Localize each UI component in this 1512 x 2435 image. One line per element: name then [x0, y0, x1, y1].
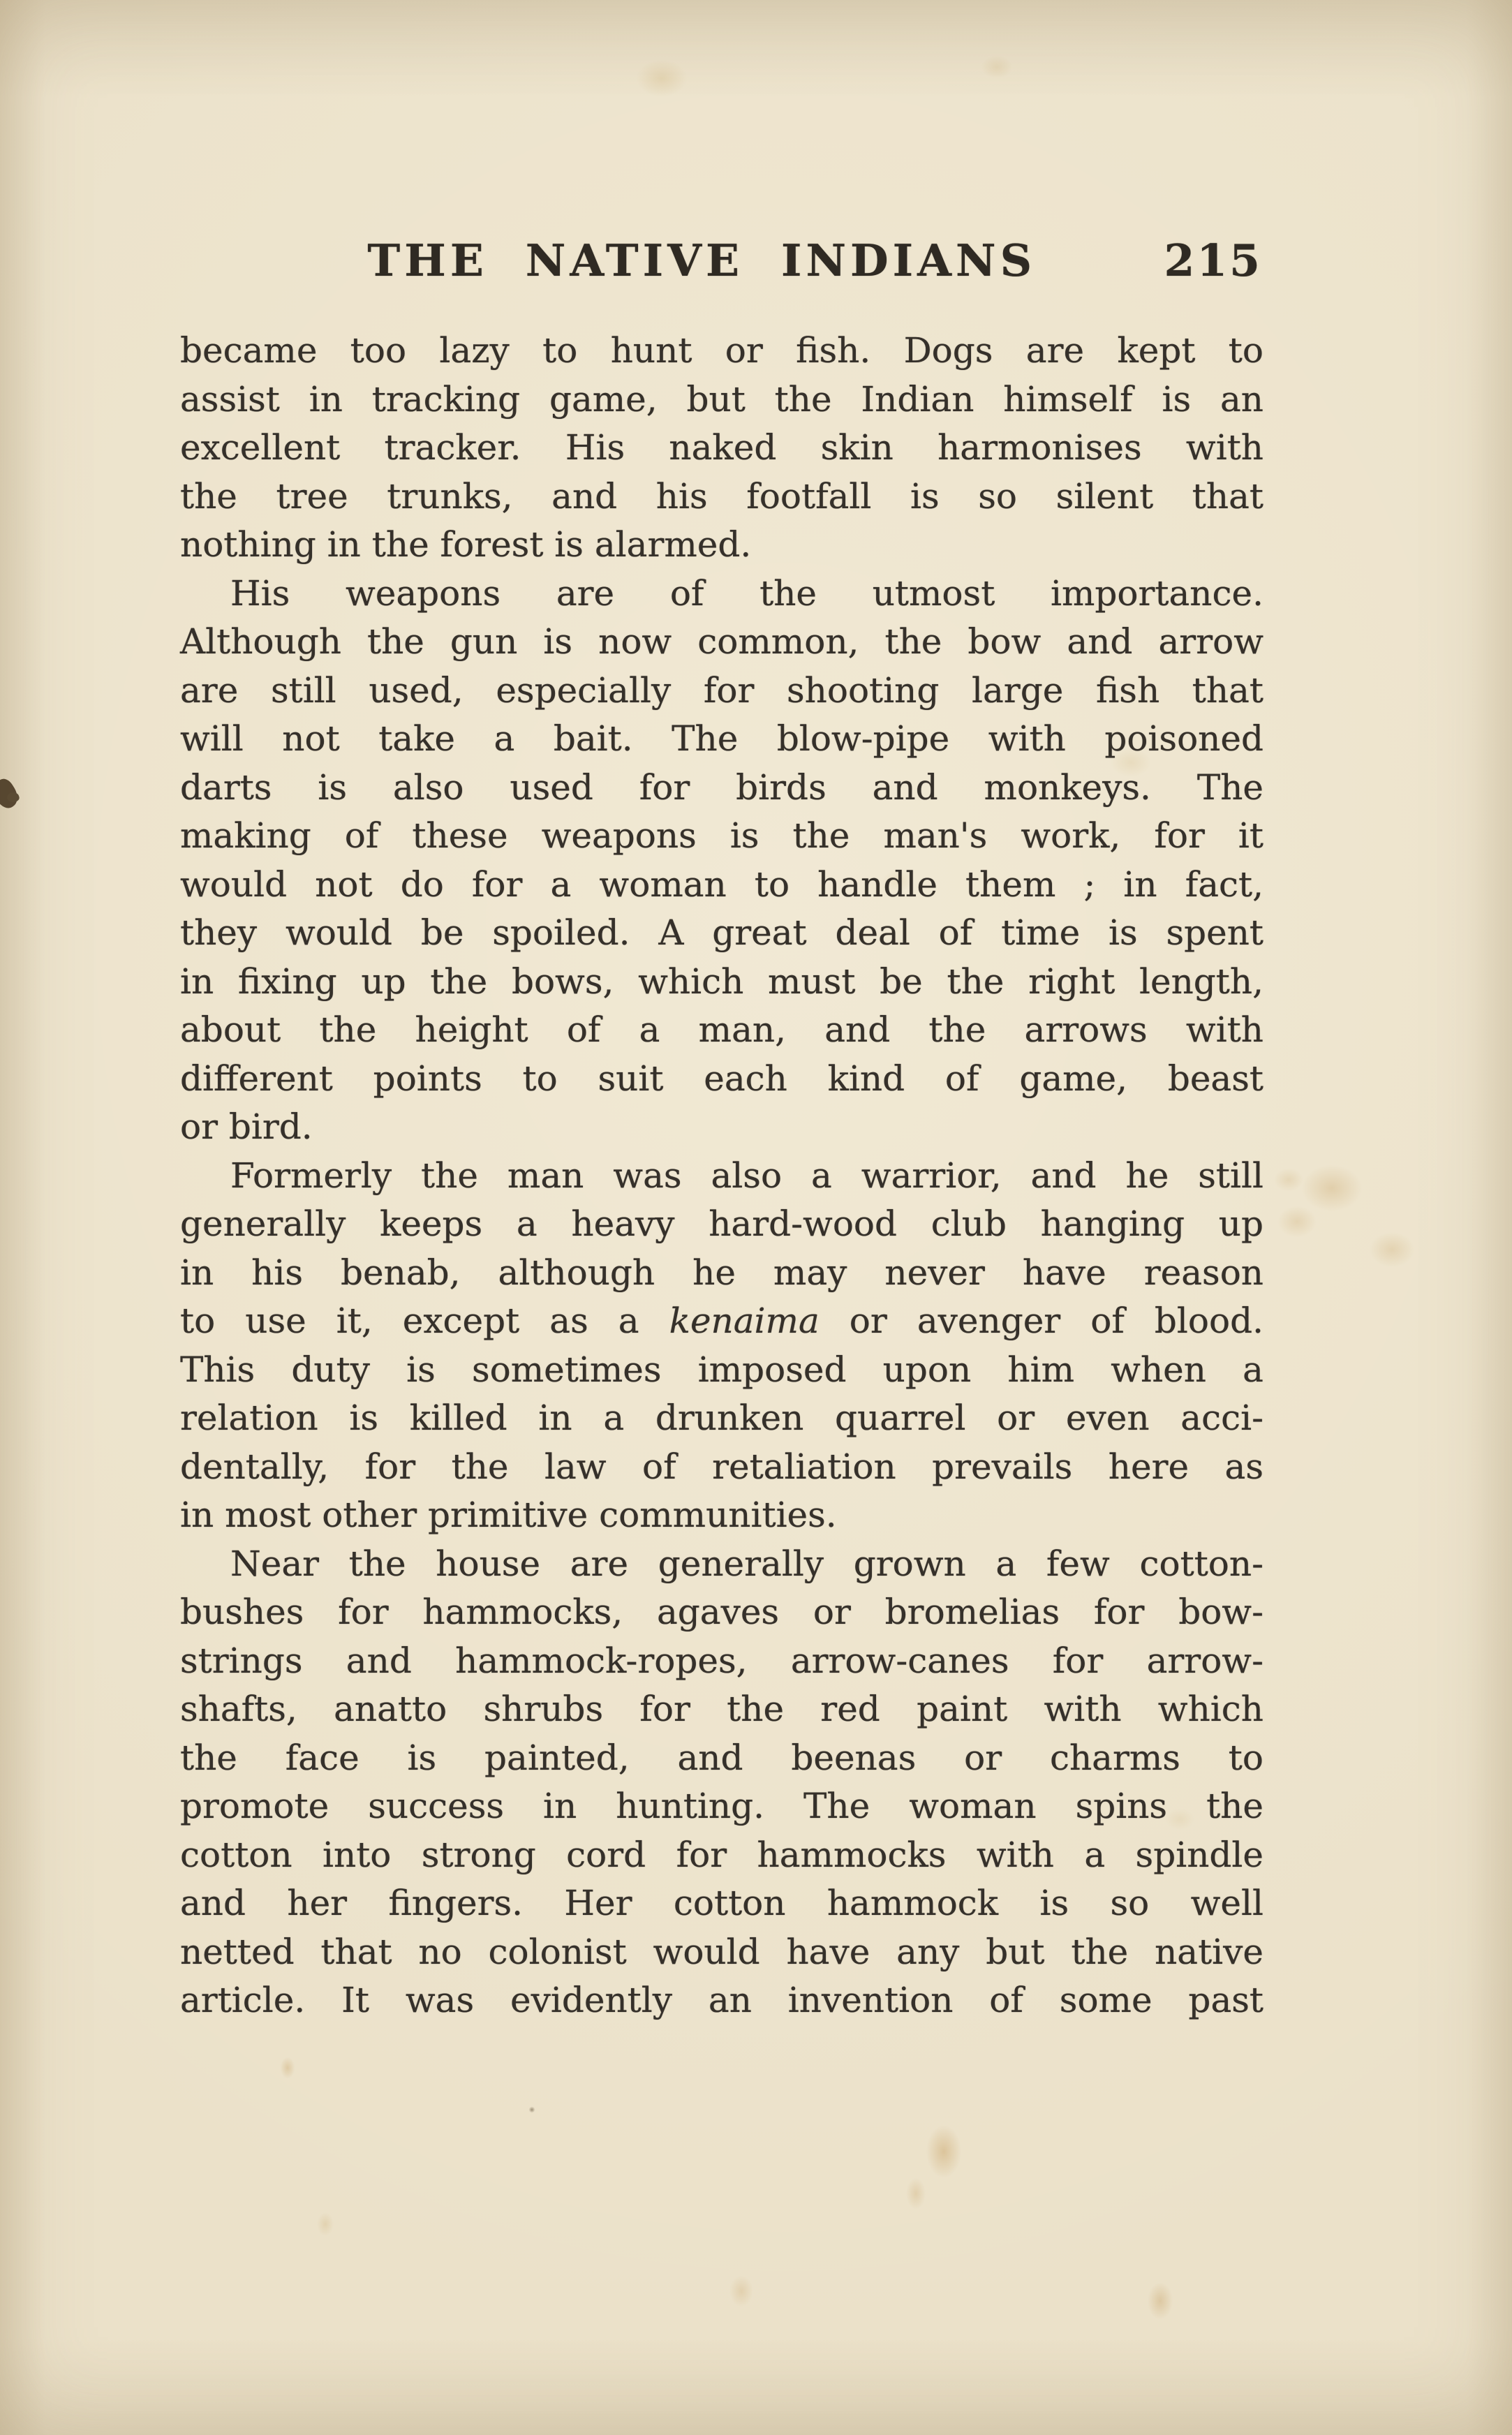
text-line: [180, 1734, 1263, 1783]
text-segment: would not do for a woman to handle them ; in fact,: [180, 864, 1263, 905]
text-line: [180, 1152, 1263, 1201]
text-segment: cotton into strong cord for hammocks with a spindle: [180, 1834, 1263, 1875]
text-segment: netted that no colonist would have any but the native: [180, 1931, 1263, 1972]
text-segment: His weapons are of the utmost importance.: [230, 572, 1263, 614]
text-line: [180, 521, 1263, 570]
text-line: [180, 570, 1263, 619]
text-line: [180, 1928, 1263, 1977]
text-segment: and her fingers. Her cotton hammock is so well: [180, 1883, 1263, 1923]
text-segment: darts is also used for birds and monkeys. The: [180, 767, 1263, 808]
text-segment: generally keeps a heavy hard-wood club hanging up: [180, 1204, 1263, 1244]
text-segment: This duty is sometimes imposed upon him when a: [180, 1349, 1263, 1390]
text-segment: strings and hammock-ropes, arrow-canes for arrow-: [180, 1640, 1263, 1681]
text-line: [180, 1540, 1263, 1589]
text-line: [180, 1249, 1263, 1298]
text-segment: dentally, for the law of retaliation prevails here as: [180, 1446, 1263, 1487]
text-line: [180, 909, 1263, 958]
text-line: [180, 1200, 1263, 1249]
text-line: [180, 667, 1263, 716]
text-line: [180, 1879, 1263, 1928]
text-segment: the tree trunks, and his footfall is so silent that: [180, 475, 1263, 517]
text-segment: relation is killed in a drunken quarrel or even acci-: [180, 1398, 1263, 1438]
text-block: [180, 327, 1263, 2025]
text-segment: article. It was evidently an invention of some past: [180, 1980, 1263, 2020]
paper-blemish-mark: [0, 776, 22, 812]
text-line: [180, 764, 1263, 813]
text-segment: Formerly the man was also a warrior, and he still: [230, 1155, 1263, 1196]
text-line: [180, 1055, 1263, 1104]
text-segment: are still used, especially for shooting large fish that: [180, 669, 1263, 711]
text-segment: in fixing up the bows, which must be the right length,: [180, 961, 1263, 1002]
text-line: [180, 1297, 1263, 1346]
page-number: 215: [1164, 235, 1262, 286]
text-line: [180, 812, 1263, 861]
text-segment: in his benab, although he may never have reason: [180, 1252, 1263, 1293]
text-segment: bushes for hammocks, agaves or bromelias for bow-: [180, 1592, 1263, 1632]
text-line: [180, 1782, 1263, 1831]
text-segment: making of these weapons is the man's work, for it: [180, 815, 1263, 856]
text-line: [180, 861, 1263, 910]
text-line: [180, 424, 1263, 473]
text-segment: became too lazy to hunt or fish. Dogs are kept to: [180, 330, 1263, 371]
text-line: [180, 473, 1263, 521]
text-segment: they would be spoiled. A great deal of time is spent: [180, 912, 1263, 953]
text-segment: Although the gun is now common, the bow and arrow: [180, 621, 1263, 662]
text-segment: in most other primitive communities.: [180, 1495, 837, 1535]
text-line: [180, 1103, 1263, 1152]
text-segment: or avenger of blood.: [819, 1301, 1263, 1341]
text-line: [180, 1346, 1263, 1395]
text-segment: the face is painted, and beenas or charms to: [180, 1737, 1263, 1778]
text-line: [180, 1491, 1263, 1540]
text-segment: nothing in the forest is alarmed.: [180, 524, 752, 565]
text-line: [180, 618, 1263, 667]
text-segment: shafts, anatto shrubs for the red paint with which: [180, 1689, 1263, 1729]
text-segment: promote success in hunting. The woman spins the: [180, 1786, 1263, 1826]
page-title: THE NATIVE INDIANS: [367, 235, 1037, 286]
text-line: [180, 327, 1263, 376]
text-segment: about the height of a man, and the arrows with: [180, 1009, 1263, 1050]
text-line: [180, 1831, 1263, 1880]
text-line: [180, 1976, 1263, 2025]
text-line: [180, 1394, 1263, 1443]
text-segment: assist in tracking game, but the Indian himself is an: [180, 378, 1263, 420]
text-segment: will not take a bait. The blow-pipe with poisoned: [180, 718, 1263, 759]
text-segment: excellent tracker. His naked skin harmonises with: [180, 427, 1263, 468]
text-line: [180, 376, 1263, 424]
text-line: [180, 1588, 1263, 1637]
text-line: [180, 1637, 1263, 1686]
text-line: [180, 1006, 1263, 1055]
running-head: [180, 235, 1263, 295]
italic-term: kenaima: [669, 1301, 820, 1341]
text-line: [180, 958, 1263, 1007]
text-line: [180, 1443, 1263, 1492]
text-segment: or bird.: [180, 1107, 313, 1147]
text-line: [180, 715, 1263, 764]
text-segment: Near the house are generally grown a few cotton-: [230, 1543, 1263, 1584]
text-segment: different points to suit each kind of game, beast: [180, 1058, 1263, 1099]
text-line: [180, 1685, 1263, 1734]
text-segment: to use it, except as a: [180, 1301, 669, 1341]
